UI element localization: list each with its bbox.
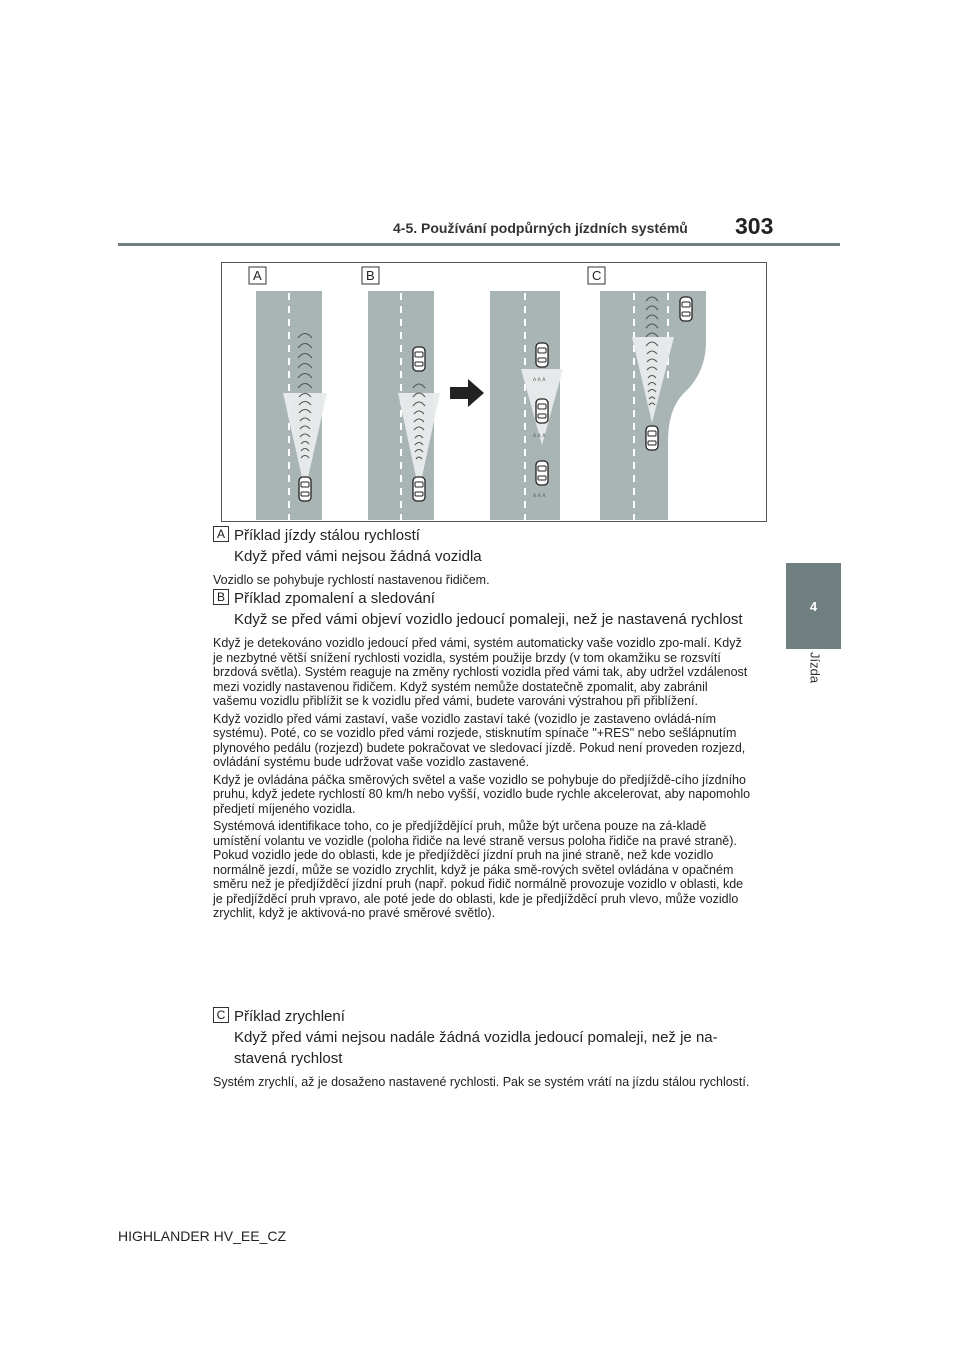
paragraph: Když je ovládána páčka směrových světel a vaše vozidlo se pohybuje do předjíždě-cího jízdního pruhu, když jedete rychlostí 80 km/h nebo vyšší, vozidlo bude rychle akcelerovat, aby napomohlo předjetí míjeného vozidla.: [213, 772, 751, 816]
section-b: [213, 588, 753, 921]
section-title: Příklad jízdy stálou rychlostí: [234, 527, 420, 544]
acc-diagram: [222, 263, 766, 521]
own-car-icon: [413, 477, 425, 501]
road-b1: [368, 291, 440, 520]
section-title: 4-5. Používání podpůrných jízdních systémů: [393, 220, 688, 236]
section-title: Příklad zrychlení: [234, 1008, 345, 1025]
figure-label-c: C: [592, 268, 602, 283]
svg-text:ʌ ʌ ʌ: ʌ ʌ ʌ: [533, 433, 546, 439]
chapter-label: Jízda: [807, 652, 823, 684]
page-number: 303: [735, 213, 774, 239]
road-a: [256, 291, 327, 520]
section-c: [213, 1006, 753, 1090]
figure-label-a: A: [253, 268, 262, 283]
paragraph: Když je detekováno vozidlo jedoucí před vámi, systém automaticky vaše vozidlo zpo-malí. Když je nezbytné větší snížení rychlosti vozidla, systém použije brzdy (v tom okamžiku se rozsvítí brzdová světla). Systém reaguje na změny rychlosti vozidla před vámi tak, aby udržel vzdálenost mezi vozidly nastavenou řidičem. Když systém nemůže dostatečně zpomalit, aby zabránil vašemu vozidlu přiblížit se k vozidlu před vámi, budete varováni výstrahou při přiblížení.: [213, 636, 748, 708]
paragraph: Systém zrychlí, až je dosaženo nastavené rychlosti. Pak se systém vrátí na jízdu stálou rychlostí.: [213, 1075, 750, 1089]
section-marker: C: [213, 1007, 229, 1023]
section-marker: B: [213, 589, 229, 605]
section-a: [213, 525, 753, 588]
svg-text:ʌ ʌ ʌ: ʌ ʌ ʌ: [533, 377, 546, 383]
preceding-car-icon: [536, 343, 548, 367]
svg-text:ʌ ʌ ʌ: ʌ ʌ ʌ: [533, 493, 546, 499]
acc-figure: [221, 262, 767, 522]
section-title: Příklad zpomalení a sledování: [234, 590, 435, 607]
paragraph: Systémová identifikace toho, co je předjíždějící pruh, může být určena pouze na zá-kladě umístění volantu ve vozidle (poloha řidiče na levé straně versus poloha řidiče na pravé straně). Pokud vozidlo jede do oblasti, kde je předjížděcí jízdní pruh na jiné straně, než kde vozidlo normálně jezdí, může se vozidlo zrychlit, když je páka smě-rových světel ovládána v opačném směru než je předjížděcí jízdní pruh (např. pokud řidič normálně provozuje vozidlo v oblasti, kde je předjížděcí pruh vpravo, ale poté jede do oblasti, kde je předjížděcí pruh vlevo, může vozidlo zrychlit, když je aktivová-no pravé směrové světlo).: [213, 819, 744, 920]
road-b2: [490, 291, 563, 520]
header-rule: [118, 243, 840, 246]
figure-label-b: B: [366, 268, 375, 283]
arrow-right-icon: [450, 379, 484, 407]
road-c: [600, 291, 706, 520]
section-heading: [213, 525, 753, 567]
own-car-icon: [536, 399, 548, 423]
other-car-icon: [680, 297, 692, 321]
preceding-car-icon: [413, 347, 425, 371]
paragraph: Když vozidlo před vámi zastaví, vaše vozidlo zastaví také (vozidlo je zastaveno ovládá-ním systému). Poté, co se vozidlo před vámi rozjede, stisknutím spínače "+RES" nebo sešlápnutím plynového pedálu (rozjezd) budete pokračovat ve sledovací jízdě. Pokud není proveden rozjezd, ovládání systému bude udržovat vaše vozidlo zastavené.: [213, 711, 746, 769]
footer-model: HIGHLANDER HV_EE_CZ: [118, 1228, 287, 1244]
section-subtitle: Když před vámi nejsou žádná vozidla: [234, 548, 482, 565]
section-subtitle: Když před vámi nejsou nadále žádná vozidla jedoucí pomaleji, než je na-stavená rychlost: [234, 1029, 718, 1067]
chapter-tab[interactable]: 4: [786, 563, 841, 649]
own-car-icon: [299, 477, 311, 501]
figure-labels: [249, 267, 605, 284]
section-subtitle: Když se před vámi objeví vozidlo jedoucí pomaleji, než je nastavená rychlost: [234, 611, 743, 628]
section-heading: [213, 588, 753, 630]
paragraph: Vozidlo se pohybuje rychlostí nastavenou řidičem.: [213, 573, 490, 587]
section-heading: [213, 1006, 753, 1069]
own-car-icon: [646, 426, 658, 450]
section-marker: A: [213, 526, 229, 542]
own-car-icon: [536, 461, 548, 485]
